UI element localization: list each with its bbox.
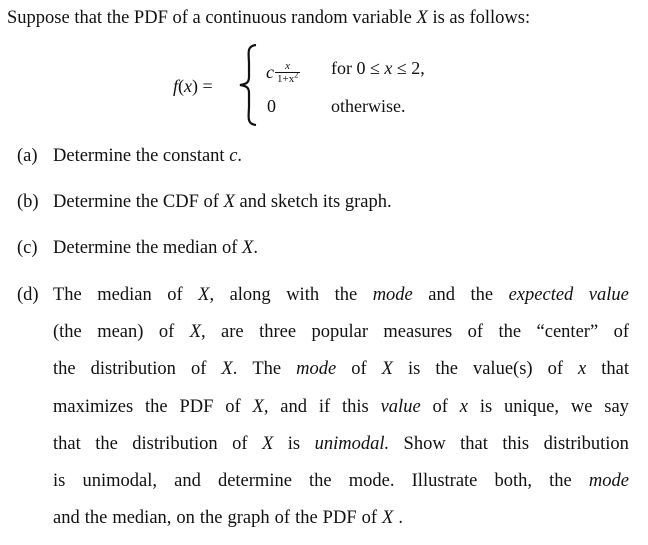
intro-text-after-var: is as follows:	[432, 8, 531, 28]
part-c-label: (c)	[17, 238, 38, 258]
part-d-line	[53, 397, 629, 434]
part-d-word: say	[604, 396, 629, 417]
part-d-word: Show	[403, 433, 446, 454]
part-d-word: is	[53, 470, 66, 491]
part-b-variable: X	[223, 192, 235, 212]
fraction-denominator	[275, 69, 300, 85]
part-d-word: of	[467, 322, 484, 343]
part-d-word: the	[84, 508, 108, 529]
formula-open-paren: (	[178, 76, 185, 96]
part-d-word: of	[547, 359, 563, 380]
part-d-word: of	[225, 396, 241, 417]
left-brace-icon	[238, 44, 260, 126]
part-d-word: this	[342, 396, 369, 417]
part-d-word: three	[259, 322, 297, 343]
part-d-word: PDF	[179, 396, 214, 417]
part-d-word: the	[95, 433, 118, 454]
part-b	[17, 192, 392, 213]
part-d-word: determine	[217, 470, 292, 491]
part-d-word: distribution	[543, 433, 629, 454]
formula-argument: x	[184, 76, 193, 96]
part-b-text-before: Determine the CDF of	[53, 192, 219, 212]
fraction-numerator: x	[285, 59, 291, 72]
intro-text-before-var: Suppose that the PDF of a continuous random variable	[7, 8, 412, 28]
fraction-denominator-exponent: 2	[294, 69, 299, 79]
fraction-denominator-base: 1+x	[277, 72, 295, 85]
part-d-word: of	[432, 396, 448, 417]
part-d-word: popular	[311, 322, 368, 343]
pdf-formula	[0, 0, 648, 130]
part-d-word: X,	[198, 285, 215, 305]
part-d-word: value	[588, 285, 629, 305]
part-d-word: the	[199, 508, 223, 529]
part-d-word: if	[318, 396, 331, 417]
part-d-line	[53, 285, 629, 322]
part-a-text: Determine the constant	[53, 146, 225, 166]
part-a-variable: c	[229, 146, 238, 166]
part-d-word: (the	[53, 322, 82, 343]
part-d-word: of	[274, 508, 291, 529]
part-d-word: and	[53, 508, 80, 529]
part-d-line	[53, 434, 629, 471]
part-d-word: of	[167, 285, 183, 305]
part-d-word: the	[470, 285, 494, 305]
part-d-word: mode	[296, 359, 337, 380]
part-d-word: are	[221, 322, 244, 343]
part-a-end: .	[237, 146, 243, 166]
part-d-word: X.	[221, 359, 238, 380]
part-d-line	[53, 471, 629, 508]
part-d-word: is	[287, 433, 301, 454]
part-d-word: the	[145, 396, 168, 417]
part-d-word: mean)	[97, 322, 144, 343]
part-d-word: that	[460, 433, 488, 454]
part-d-word: the	[53, 359, 76, 380]
part-d-word: that	[53, 433, 81, 454]
part-d-word: X,	[189, 322, 206, 343]
part-d-word: The	[252, 359, 282, 380]
part-d-word: of	[613, 322, 629, 343]
part-d-word: “center”	[536, 322, 599, 343]
part-d-word: both,	[494, 470, 533, 491]
part-d-word: median	[97, 285, 152, 305]
part-d-word: and	[428, 285, 455, 305]
constant-c: c	[266, 61, 274, 82]
part-d-word: unimodal,	[82, 470, 157, 491]
part-d-line	[53, 508, 629, 545]
part-c	[17, 238, 258, 259]
part-d-word: with	[286, 285, 320, 305]
part-d-word: unique,	[504, 396, 559, 417]
part-d-word: of	[361, 508, 378, 529]
formula-lhs	[173, 76, 213, 97]
part-d-line	[53, 322, 629, 359]
part-a-label: (a)	[17, 146, 38, 166]
part-c-variable: X	[242, 238, 254, 258]
case2-value: 0	[267, 96, 276, 116]
case1-cond-variable: x	[384, 58, 393, 78]
part-d-word: of	[158, 322, 175, 343]
part-d-word: X	[261, 433, 274, 454]
part-d-label: (d)	[17, 285, 39, 305]
fraction	[275, 60, 300, 85]
part-d-word: graph	[227, 508, 270, 529]
case1-cond-suffix: ≤ 2,	[396, 58, 425, 78]
part-d-word: of	[190, 359, 207, 380]
part-d-word: x	[578, 359, 587, 380]
part-d-word: value(s)	[472, 359, 533, 380]
case1-expression	[266, 56, 300, 88]
part-a	[17, 146, 242, 167]
part-d-word: on	[176, 508, 195, 529]
part-d-word: is	[407, 359, 421, 380]
part-d-word: is	[479, 396, 493, 417]
part-d-word: maximizes	[53, 396, 134, 417]
part-c-text: Determine the median of	[53, 238, 238, 258]
part-d-word: X,	[252, 396, 269, 417]
part-d-word: and	[174, 470, 201, 491]
part-d-word: the	[498, 322, 522, 343]
part-d-word: median,	[112, 508, 172, 529]
intro-variable: X	[416, 8, 428, 28]
part-d-paragraph	[53, 285, 629, 545]
formula-lhs-rest: ) =	[192, 76, 213, 96]
part-d-word: X .	[382, 508, 403, 529]
formula-function-name: f	[173, 76, 179, 96]
case2-condition: otherwise.	[331, 96, 406, 116]
part-d-word: mode.	[348, 470, 395, 491]
part-d-word: expected	[508, 285, 574, 305]
case1-cond-prefix: for 0 ≤	[331, 58, 380, 78]
part-d-word: x	[459, 396, 468, 417]
part-d-word: the	[309, 470, 332, 491]
part-d-word: The	[53, 285, 82, 305]
case1-condition	[331, 58, 425, 79]
part-d-word: mode	[588, 470, 629, 491]
part-d-word: along	[229, 285, 271, 305]
part-d-word: measures	[383, 322, 453, 343]
part-d-word: value	[380, 396, 421, 417]
part-d-word: PDF	[322, 508, 357, 529]
part-d-word: X	[381, 359, 393, 380]
part-d-line	[53, 359, 629, 396]
part-d-word: distribution	[132, 433, 218, 454]
part-d-word: the	[295, 508, 318, 529]
part-d-word: the	[334, 285, 358, 305]
part-d-word: of	[232, 433, 248, 454]
part-d-word: and	[280, 396, 308, 417]
part-d-word: unimodal.	[314, 433, 390, 454]
part-b-text-after: and sketch its graph.	[239, 192, 392, 212]
part-d-word: that	[601, 359, 629, 380]
part-d-word: of	[351, 359, 367, 380]
part-c-end: .	[253, 238, 258, 258]
part-d-word: this	[502, 433, 530, 454]
part-d-word: mode	[372, 285, 413, 305]
part-d-word: the	[549, 470, 572, 491]
part-b-label: (b)	[17, 192, 39, 212]
part-d-word: Illustrate	[411, 470, 478, 491]
part-d-word: the	[435, 359, 458, 380]
part-d-word: distribution	[90, 359, 176, 380]
part-d-word: we	[570, 396, 593, 417]
